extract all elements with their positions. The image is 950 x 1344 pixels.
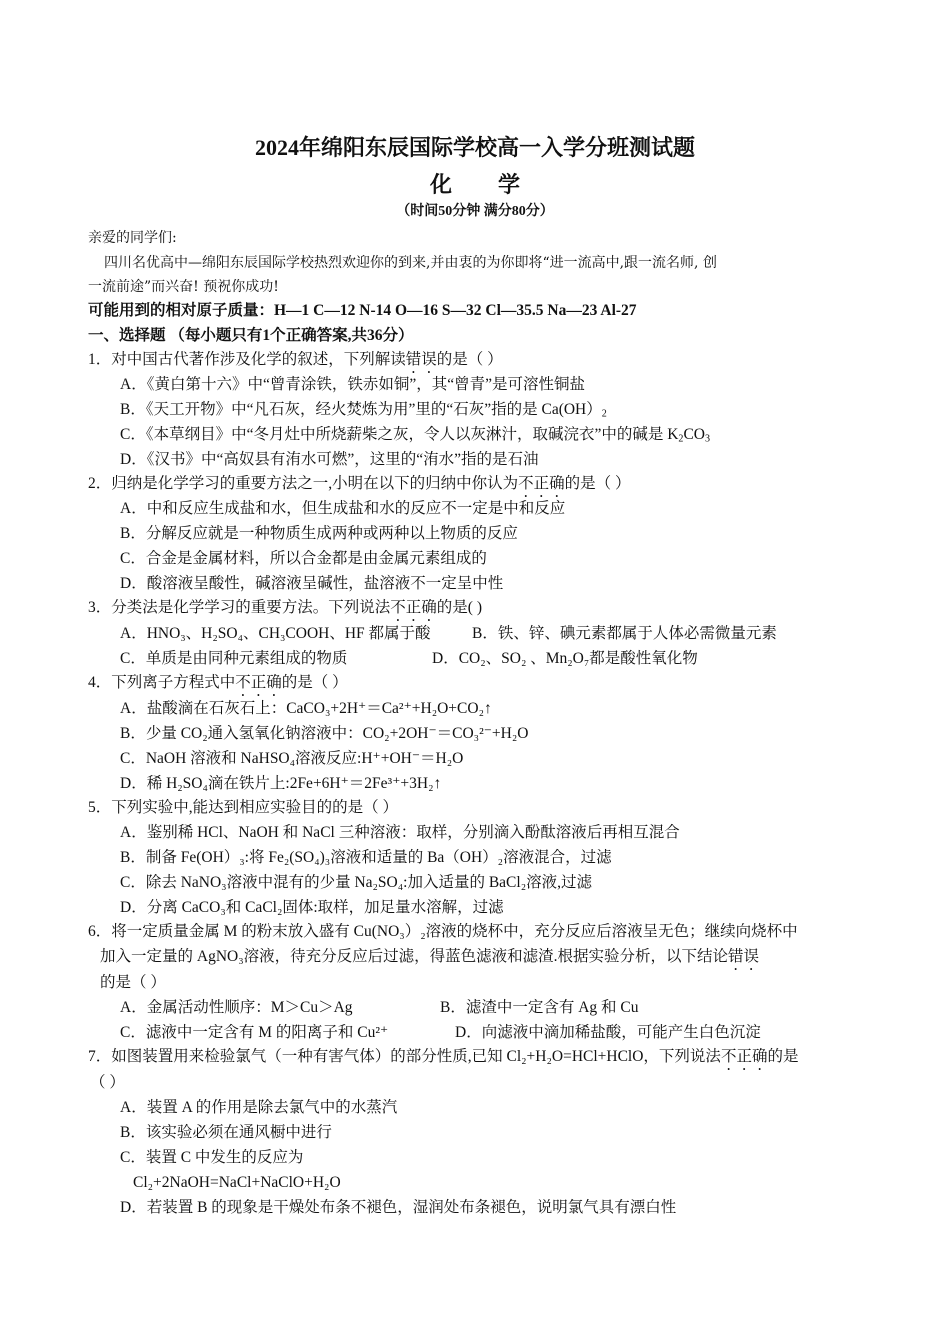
question-5-option-d: D．分离 CaCO₃和 CaCl₂固体:取样，加足量水溶解，过滤 <box>120 899 504 916</box>
question-2-option-b: B．分解反应就是一种物质生成两种或两种以上物质的反应 <box>120 525 518 542</box>
q4-stem-end: 的是（ ） <box>281 674 348 691</box>
q7-line1-emphasis: 不正确 <box>720 1048 768 1065</box>
question-7-option-b: B．该实验必须在通风橱中进行 <box>120 1124 332 1141</box>
question-7-stem-line-2: （ ） <box>90 1074 125 1091</box>
subject-char-2: 学 <box>498 172 521 197</box>
subject-char-1: 化 <box>429 172 452 197</box>
question-3-option-a: A．HNO₃、H₂SO₄、CH₃COOH、HF 都属于酸 <box>120 625 431 642</box>
question-1-option-d: D．《汉书》中“高奴县有洧水可燃”，这里的“洧水”指的是石油 <box>120 451 539 468</box>
question-1-option-a: A．《黄白第十六》中“曾青涂铁，铁赤如铜”，其“曾青”是可溶性铜盐 <box>120 376 585 393</box>
question-2-option-c: C．合金是金属材料，所以合金都是由金属元素组成的 <box>120 550 487 567</box>
question-3-stem <box>88 598 482 625</box>
q1-b-text: B．《天工开物》中“凡石灰，经火焚炼为用”里的“石灰”指的是 Ca(OH） <box>120 401 602 418</box>
q4-stem-text: 4．下列离子方程式中 <box>88 674 236 691</box>
section-1-heading: 一、选择题 （每小题只有1个正确答案,共36分） <box>88 327 414 344</box>
q2-stem-text: 2．归纳是化学学习的重要方法之一,小明在以下的归纳中你认为 <box>88 475 519 492</box>
question-7-option-c: C．装置 C 中发生的反应为 <box>120 1149 304 1166</box>
question-7-option-a: A．装置 A 的作用是除去氯气中的水蒸汽 <box>120 1099 398 1116</box>
question-5-option-a: A．鉴别稀 HCl、NaOH 和 NaCl 三种溶液：取样，分别滴入酚酞溶液后再相互混合 <box>120 824 680 841</box>
q6-line2-text: 加入一定量的 AgNO₃溶液，待充分反应后过滤，得蓝色滤液和滤渣.根据实验分析，以下结论 <box>100 948 728 965</box>
q6-line2-emphasis: 错误 <box>728 948 760 965</box>
q7-line1-text: 7．如图装置用来检验氯气（一种有害气体）的部分性质,已知 Cl₂+H₂O=HCl+HClO，下列说法 <box>88 1048 721 1065</box>
q3-stem-text: 3．分类法是化学学习的重要方法。下列说法 <box>88 599 391 616</box>
question-2-stem <box>88 474 631 501</box>
q1-c-mid: CO <box>683 426 705 443</box>
q7-line1-end: 的是 <box>767 1048 799 1065</box>
q1-stem-end: 的是（ ） <box>436 351 503 368</box>
greeting-line-1: 四川名优高中—绵阳东辰国际学校热烈欢迎你的到来,并由衷的为你即将“进一流高中,跟一流名师, 创 <box>104 255 717 271</box>
atomic-mass-line: 可能用到的相对原子质量：H—1 C—12 N-14 O—16 S—32 Cl—35.5 Na—23 Al-27 <box>88 302 637 319</box>
question-4-option-a: A．盐酸滴在石灰石上：CaCO₃+2H⁺＝Ca²⁺+H₂O+CO₂↑ <box>120 700 492 717</box>
question-7-option-d: D．若装置 B 的现象是干燥处布条不褪色，湿润处布条褪色，说明氯气具有漂白性 <box>120 1199 677 1216</box>
q4-stem-emphasis: 不正确 <box>235 674 282 691</box>
question-1-option-b <box>120 400 607 420</box>
question-4-option-b: B．少量 CO₂通入氢氧化钠溶液中：CO₂+2OH⁻＝CO₃²⁻+H₂O <box>120 725 529 742</box>
question-6-option-c: C．滤液中一定含有 M 的阳离子和 Cu²⁺ <box>120 1024 389 1041</box>
question-5-option-c: C．除去 NaNO₃溶液中混有的少量 Na₂SO₄:加入适量的 BaCl₂溶液,过滤 <box>120 874 592 891</box>
time-info: （时间50分钟 满分80分） <box>396 204 554 219</box>
question-5-option-b: B．制备 Fe(OH）₃:将 Fe₂(SO₄)₃溶液和适量的 Ba（OH）₂溶液混合，过滤 <box>120 849 612 866</box>
question-6-stem-line-1: 6．将一定质量金属 M 的粉末放入盛有 Cu(NO₃）₂溶液的烧杯中，充分反应后溶液呈无色；继续向烧杯中 <box>88 923 798 940</box>
question-3-option-c: C．单质是由同种元素组成的物质 <box>120 650 348 667</box>
question-3-option-b: B．铁、锌、碘元素都属于人体必需微量元素 <box>472 625 777 642</box>
q1-c-sub2: 3 <box>705 433 711 445</box>
q3-stem-emphasis: 不正确 <box>390 599 437 616</box>
question-6-stem-line-3: 的是（ ） <box>100 974 166 991</box>
question-6-option-d: D．向滤液中滴加稀盐酸，可能产生白色沉淀 <box>455 1024 761 1041</box>
greeting-salutation: 亲爱的同学们: <box>88 230 177 246</box>
q1-c-text: C．《本草纲目》中“冬月灶中所烧薪柴之灰，令人以灰淋汁，取碱浣衣”中的碱是 K <box>120 426 679 443</box>
question-1-stem <box>88 350 503 377</box>
q1-stem-emphasis: 错误 <box>405 351 437 368</box>
question-2-option-a: A．中和反应生成盐和水，但生成盐和水的反应不一定是中和反应 <box>120 500 566 517</box>
question-1-option-c <box>120 425 710 445</box>
question-4-option-c: C．NaOH 溶液和 NaHSO₄溶液反应:H⁺+OH⁻＝H₂O <box>120 750 464 767</box>
subject-heading <box>0 172 950 198</box>
q1-stem-text: 1．对中国古代著作涉及化学的叙述，下列解读 <box>88 351 406 368</box>
question-5-stem: 5．下列实验中,能达到相应实验目的的是（ ） <box>88 799 399 816</box>
question-4-stem <box>88 673 348 700</box>
q1-b-sub: 2 <box>601 408 607 420</box>
q3-stem-end: 的是( ) <box>436 599 482 616</box>
exam-title: 2024年绵阳东辰国际学校高一入学分班测试题 <box>254 135 695 160</box>
question-2-option-d: D．酸溶液呈酸性，碱溶液呈碱性，盐溶液不一定呈中性 <box>120 575 504 592</box>
greeting-line-2: 一流前途”而兴奋! 预祝你成功! <box>88 279 279 295</box>
question-6-stem-line-2 <box>100 947 759 974</box>
question-4-option-d: D．稀 H₂SO₄滴在铁片上:2Fe+6H⁺＝2Fe³⁺+3H₂↑ <box>120 775 442 792</box>
q2-stem-end: 的是（ ） <box>564 475 631 492</box>
q1-c-sub1: 2 <box>678 433 684 445</box>
q2-stem-emphasis: 不正确 <box>518 475 565 492</box>
question-3-option-d: D．CO₂、SO₂ 、Mn₂O₇都是酸性氧化物 <box>432 650 698 667</box>
question-7-stem-line-1 <box>88 1047 798 1074</box>
question-6-option-a: A．金属活动性顺序：M＞Cu＞Ag <box>120 999 353 1016</box>
question-7-option-c-equation: Cl₂+2NaOH=NaCl+NaClO+H₂O <box>133 1174 341 1191</box>
question-6-option-b: B．滤渣中一定含有 Ag 和 Cu <box>440 999 639 1016</box>
